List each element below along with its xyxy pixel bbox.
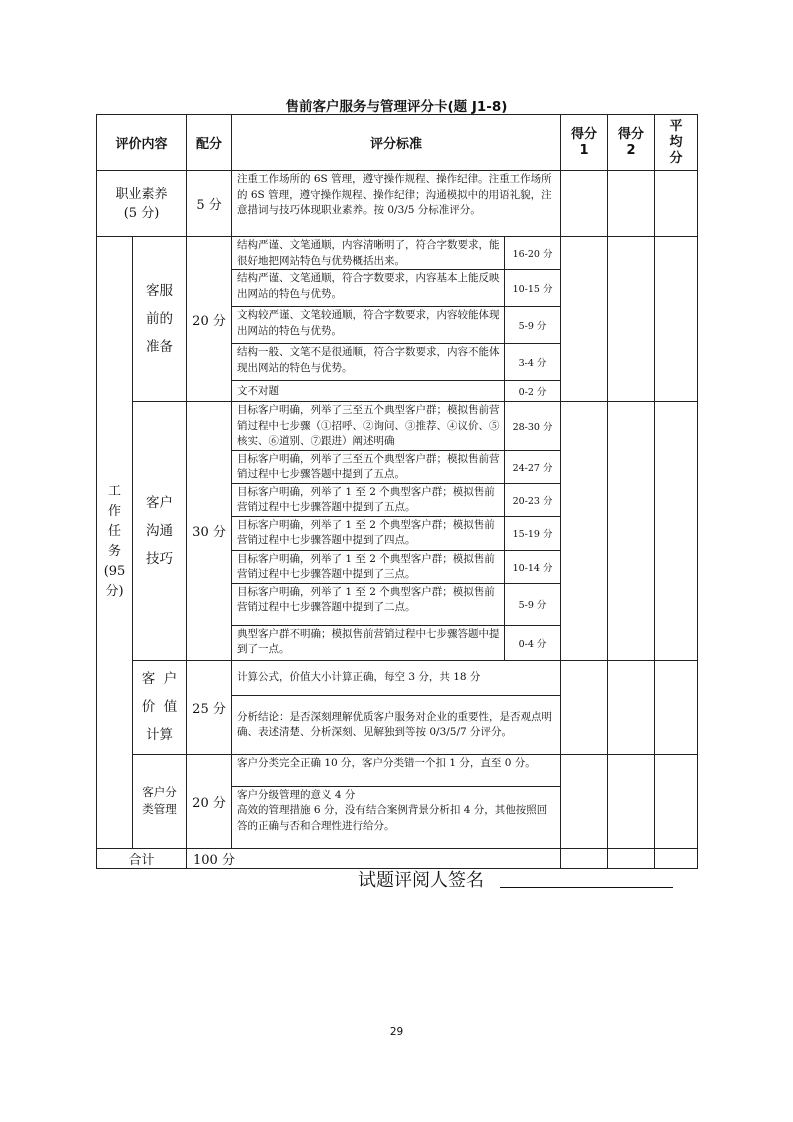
section-label: 客 户 价 值 计算 [133, 660, 187, 754]
professional-points: 5 分 [187, 171, 232, 237]
header-points: 配分 [187, 115, 232, 171]
criteria-text: 文构较严谨、文笔较通顺，符合字数要求，内容较能体现出网站的特色与优势。 [232, 307, 505, 344]
criteria-text: 目标客户明确，列举了 1 至 2 个典型客户群；模拟售前营销过程中七步骤答题中提到了二点。 [232, 583, 505, 625]
criteria-text: 目标客户明确，列举了 1 至 2 个典型客户群；模拟售前营销过程中七步骤答题中提到了四点。 [232, 516, 505, 550]
score2-cell[interactable] [608, 171, 655, 237]
score-range: 10-15 分 [505, 270, 561, 307]
section-label: 客服 前的 准备 [133, 237, 187, 402]
professional-label: 职业素养 (5 分) [97, 171, 187, 237]
criteria-text: 文不对题 [232, 381, 505, 402]
total-points: 100 分 [187, 848, 561, 868]
score2-cell[interactable] [608, 754, 655, 848]
score1-cell[interactable] [561, 660, 608, 754]
section-points: 20 分 [187, 237, 232, 402]
professional-criteria: 注重工作场所的 6S 管理，遵守操作规程、操作纪律。注重工作场所的 6S 管理，遵守操作规程、操作纪律；沟通模拟中的用语礼貌，注意措词与技巧体现职业素养。按 0/3/5 分标准评分。 [232, 171, 561, 237]
criteria-text: 目标客户明确，列举了 1 至 2 个典型客户群；模拟售前营销过程中七步骤答题中提到了五点。 [232, 483, 505, 516]
score-card-table [96, 114, 698, 869]
criteria-text: 典型客户群不明确；模拟售前营销过程中七步骤答题中提到了一点。 [232, 625, 505, 660]
average-cell[interactable] [655, 171, 698, 237]
criteria-text: 计算公式，价值大小计算正确，每空 3 分，共 18 分 [232, 660, 561, 695]
score-range: 10-14 分 [505, 550, 561, 583]
score-range: 5-9 分 [505, 307, 561, 344]
average-cell[interactable] [655, 754, 698, 848]
score-range: 5-9 分 [505, 583, 561, 625]
criteria-text: 目标客户明确，列举了三至五个典型客户群；模拟售前营销过程中七步骤（①招呼、②询问、③推荐、④议价、⑤核实、⑥道别、⑦跟进）阐述明确 [232, 402, 505, 451]
score-range: 28-30 分 [505, 402, 561, 451]
header-average: 平 均 分 [655, 115, 698, 171]
score-range: 0-2 分 [505, 381, 561, 402]
section-label: 客户分 类管理 [133, 754, 187, 848]
work-task-label: 工 作 任 务 (95 分) [97, 237, 133, 849]
score1-cell[interactable] [561, 402, 608, 661]
criteria-text: 目标客户明确，列举了三至五个典型客户群；模拟售前营销过程中七步骤答题中提到了五点。 [232, 450, 505, 483]
section-points: 25 分 [187, 660, 232, 754]
score-range: 24-27 分 [505, 450, 561, 483]
page-title: 售前客户服务与管理评分卡(题 J1-8) [285, 99, 508, 115]
criteria-text: 客户分级管理的意义 4 分 高效的管理措施 6 分，没有结合案例背景分析扣 4 分，其他按照回答的正确与否和合理性进行给分。 [232, 786, 561, 848]
average-cell[interactable] [655, 660, 698, 754]
section-points: 20 分 [187, 754, 232, 848]
total-score1-cell[interactable] [561, 848, 608, 868]
header-score1: 得分 1 [561, 115, 608, 171]
section-points: 30 分 [187, 402, 232, 661]
score1-cell[interactable] [561, 754, 608, 848]
score1-cell[interactable] [561, 171, 608, 237]
criteria-text: 分析结论：是否深刻理解优质客户服务对企业的重要性，是否观点明确、表述清楚、分析深刻、见解独到等按 0/3/5/7 分评分。 [232, 695, 561, 754]
score2-cell[interactable] [608, 660, 655, 754]
criteria-text: 客户分类完全正确 10 分，客户分类错一个扣 1 分，直至 0 分。 [232, 754, 561, 786]
section-label: 客户 沟通 技巧 [133, 402, 187, 661]
score-range: 20-23 分 [505, 483, 561, 516]
average-cell[interactable] [655, 237, 698, 402]
score-range: 0-4 分 [505, 625, 561, 660]
criteria-text: 目标客户明确，列举了 1 至 2 个典型客户群；模拟售前营销过程中七步骤答题中提到了三点。 [232, 550, 505, 583]
signature-label: 试题评阅人签名 [358, 870, 484, 891]
score-range: 16-20 分 [505, 237, 561, 270]
score1-cell[interactable] [561, 237, 608, 402]
total-label: 合计 [97, 848, 187, 868]
criteria-text: 结构严谨、文笔通顺，内容清晰明了，符合字数要求，能很好地把网站特色与优势概括出来。 [232, 237, 505, 270]
signature-line[interactable] [500, 887, 673, 888]
criteria-text: 结构一般、文笔不是很通顺，符合字数要求，内容不能体现出网站的特色与优势。 [232, 344, 505, 381]
header-content: 评价内容 [97, 115, 187, 171]
total-average-cell[interactable] [655, 848, 698, 868]
score-range: 15-19 分 [505, 516, 561, 550]
average-cell[interactable] [655, 402, 698, 661]
score2-cell[interactable] [608, 402, 655, 661]
criteria-text: 结构严谨、文笔通顺，符合字数要求，内容基本上能反映出网站的特色与优势。 [232, 270, 505, 307]
score2-cell[interactable] [608, 237, 655, 402]
score-range: 3-4 分 [505, 344, 561, 381]
total-score2-cell[interactable] [608, 848, 655, 868]
header-score2: 得分 2 [608, 115, 655, 171]
header-criteria: 评分标准 [232, 115, 561, 171]
page-number: 29 [389, 1026, 404, 1038]
